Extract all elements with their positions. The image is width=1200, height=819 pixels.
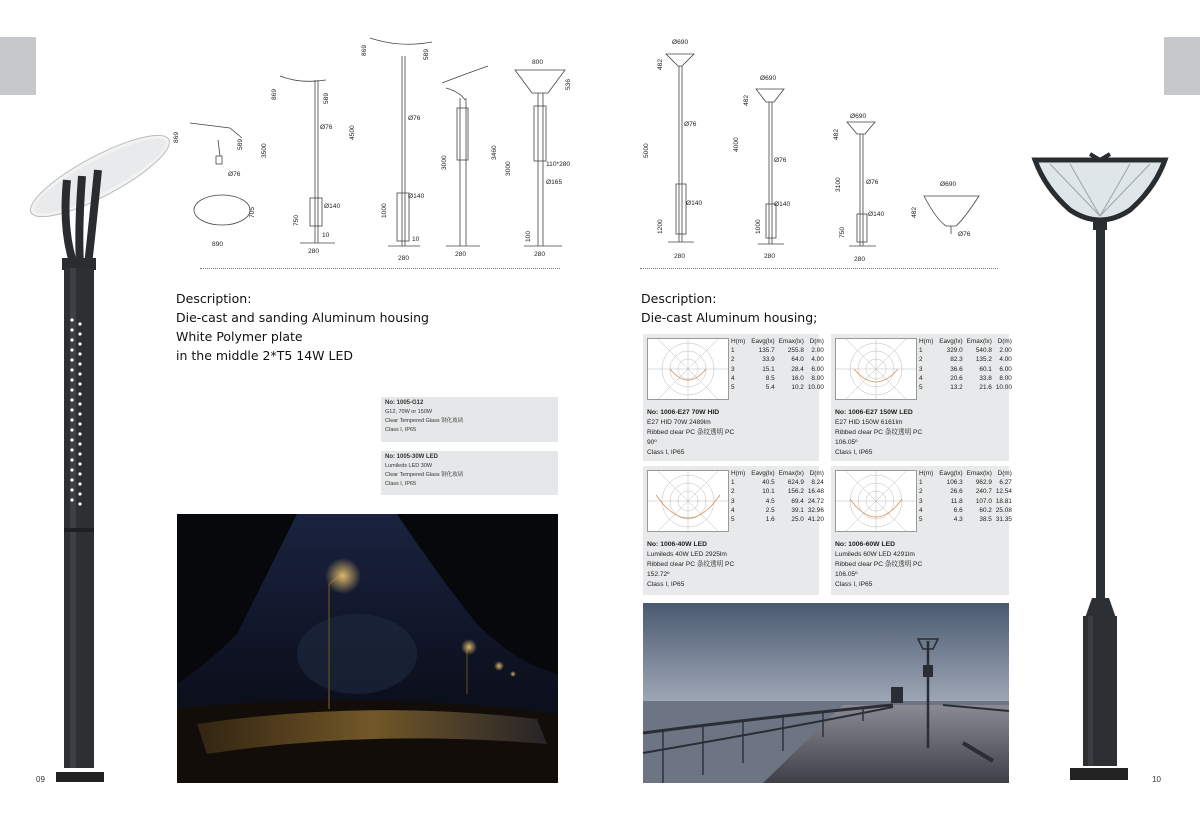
table-cell: 16.48 [807,488,824,496]
table-cell: 39.1 [791,506,804,514]
table-header: Emax(lx) [778,470,804,477]
dim-label: 10 [322,232,330,239]
table-cell: 40.5 [762,479,775,487]
table-cell: 4.00 [811,356,824,364]
dim-label: 3500 [261,143,268,158]
table-cell: 16.0 [791,374,804,382]
right-divider [640,268,998,269]
dim-label: Ø690 [850,113,867,120]
photometric-table [917,469,1014,524]
model-number: No: 1006-E27 150W LED [835,409,913,416]
spec-line: 106.05º [835,439,858,446]
table-header: Eavg(lx) [751,338,775,345]
dim-label: 280 [308,248,320,255]
spec-line: Class I, IP65 [385,481,417,487]
table-header: H(m) [731,470,746,477]
table-cell: 6.00 [811,365,824,373]
dim-label: 536 [565,78,572,90]
spec-line: Ribbed clear PC 条纹透明 PC [647,429,735,436]
dim-label: 3100 [835,177,842,192]
table-cell: 4 [919,374,923,382]
dim-label: 280 [764,253,776,260]
dim-label: 869 [173,131,180,143]
table-cell: 6.27 [999,479,1012,487]
table-cell: 255.8 [787,347,804,355]
table-cell: 5 [919,516,923,524]
table-cell: 10.00 [995,384,1012,392]
spec-model: No: 1005-30W LED [385,454,439,460]
polar-diagram [647,470,729,532]
table-cell: 8.24 [811,479,824,487]
table-cell: 329.0 [946,347,963,355]
left-garden-lamp-product [22,140,182,790]
dim-label: Ø76 [684,121,697,128]
polar-diagram [835,470,917,532]
dim-label: 100 [525,230,532,242]
table-header: H(m) [731,338,746,345]
dim-label: 482 [743,94,750,106]
pier-at-dusk-photo [643,603,1009,783]
spec-line: G12, 70W or 150W [385,409,433,415]
model-number: No: 1006-40W LED [647,541,708,548]
description-line: Die-cast and sanding Aluminum housing [176,310,429,325]
photometric-description [647,408,734,458]
spec-line: Lumileds LED 30W [385,463,433,469]
table-header: Emax(lx) [966,470,992,477]
table-cell: 3 [731,365,735,373]
table-cell: 38.5 [979,516,992,524]
table-cell: 2 [731,356,735,364]
table-cell: 25.08 [995,506,1012,514]
table-cell: 64.0 [791,356,804,364]
photometric-table [729,469,826,524]
table-cell: 1.6 [765,516,775,524]
table-cell: 26.6 [950,488,963,496]
table-cell: 10.00 [807,384,824,392]
photometric-card [831,334,1012,461]
table-cell: 28.4 [791,365,804,373]
spec-line: Ribbed clear PC 条纹透明 PC [835,561,923,568]
table-header: Eavg(lx) [939,338,963,345]
table-cell: 41.20 [807,516,824,524]
table-cell: 4 [919,506,923,514]
model-number: No: 1006-60W LED [835,541,896,548]
dim-label: 10 [412,236,420,243]
dim-label: 890 [212,241,224,248]
table-cell: 6.00 [999,365,1012,373]
table-cell: 2.00 [811,347,824,355]
dim-label: 750 [839,226,846,238]
dim-label: 589 [423,48,430,60]
description-line: in the middle 2*T5 14W LED [176,348,354,363]
table-cell: 15.1 [762,365,775,373]
spec-line: Ribbed clear PC 条纹透明 PC [835,429,923,436]
table-header: Eavg(lx) [751,470,775,477]
dim-label: Ø690 [672,39,689,46]
left-divider [200,268,560,269]
dim-label: 800 [532,59,544,66]
table-header: H(m) [919,470,934,477]
table-cell: 106.3 [946,479,963,487]
table-cell: 1 [731,479,735,487]
table-cell: 3 [919,497,923,505]
table-cell: 4 [731,506,735,514]
spec-card [381,451,558,495]
dim-label: Ø140 [686,200,703,207]
table-header: Emax(lx) [778,338,804,345]
table-header: D(m) [997,470,1012,477]
dim-label: Ø140 [868,211,885,218]
table-cell: 2 [731,488,735,496]
spec-line: Class I, IP65 [385,427,417,433]
dim-label: Ø690 [940,181,957,188]
table-cell: 20.6 [950,374,963,382]
dim-label: 1200 [657,219,664,234]
dim-label: Ø76 [866,179,879,186]
table-cell: 1 [919,347,923,355]
dim-label: Ø76 [958,231,971,238]
table-cell: 69.4 [791,497,804,505]
spec-line: Lumileds 60W LED 4291lm [835,551,915,558]
table-cell: 60.1 [979,365,992,373]
dim-label: 1000 [381,203,388,218]
right-technical-drawings [634,34,1004,266]
spec-line: Class I, IP65 [835,581,873,588]
dim-label: 5000 [643,143,650,158]
spec-line: Clear Tempered Glass 钢化玻璃 [385,418,464,424]
table-cell: 21.6 [979,384,992,392]
spec-line: Lumileds 40W LED 2925lm [647,551,727,558]
dim-label: 482 [657,58,664,70]
table-cell: 6.6 [953,506,963,514]
dim-label: 280 [455,251,467,258]
dim-label: Ø140 [774,201,791,208]
polar-diagram [835,338,917,400]
dim-label: Ø165 [546,179,563,186]
right-garden-lamp-product [1030,148,1170,788]
photometric-description [647,540,734,590]
table-header: Emax(lx) [966,338,992,345]
table-cell: 962.9 [975,479,992,487]
table-cell: 25.0 [791,516,804,524]
description-heading: Description: [176,291,252,306]
dim-label: Ø140 [324,203,341,210]
dim-label: Ø140 [408,193,425,200]
polar-diagram [647,338,729,400]
table-cell: 4.5 [765,497,775,505]
right-description [641,289,921,327]
dim-label: 3000 [505,161,512,176]
photometric-description [835,540,922,590]
dim-label: 280 [398,255,410,262]
table-cell: 4.3 [953,516,963,524]
dim-label: 280 [854,256,866,263]
table-cell: 107.0 [975,497,992,505]
table-header: Eavg(lx) [939,470,963,477]
table-cell: 11.8 [950,497,963,505]
table-cell: 13.2 [950,384,963,392]
spec-line: E27 HID 70W 2489lm [647,419,711,426]
dim-label: 280 [674,253,686,260]
table-cell: 10.2 [791,384,804,392]
spec-line: 152.72º [647,571,670,578]
table-cell: 5 [731,516,735,524]
photometric-card [831,466,1012,595]
table-cell: 2.00 [999,347,1012,355]
dim-label: 280 [534,251,546,258]
dim-label: 482 [833,128,840,140]
spec-model: No: 1005-G12 [385,400,424,406]
table-header: H(m) [919,338,934,345]
photometric-table [917,337,1014,392]
dim-label: 589 [323,92,330,104]
right-page-tab [1164,37,1200,95]
table-cell: 33.8 [979,374,992,382]
spec-line: Class I, IP65 [835,449,873,456]
description-heading: Description: [641,291,717,306]
table-cell: 5 [731,384,735,392]
night-park-lamps-photo [177,514,558,783]
dim-label: Ø76 [408,115,421,122]
dim-label: 869 [361,44,368,56]
table-cell: 82.3 [950,356,963,364]
spec-line: Clear Tempered Glass 钢化玻璃 [385,472,464,478]
table-cell: 31.35 [995,516,1012,524]
table-cell: 33.9 [762,356,775,364]
dim-label: Ø76 [320,124,333,131]
dim-label: 589 [237,138,244,150]
table-cell: 540.8 [975,347,992,355]
table-cell: 2 [919,356,923,364]
dim-label: Ø76 [774,157,787,164]
left-technical-drawings [170,28,570,268]
table-cell: 18.81 [995,497,1012,505]
right-page-number: 10 [1152,775,1161,784]
photometric-card [643,334,824,461]
table-cell: 8.5 [765,374,775,382]
dim-label: 482 [911,206,918,218]
description-line: Die-cast Aluminum housing; [641,310,818,325]
table-cell: 8.00 [811,374,824,382]
table-cell: 3 [919,365,923,373]
spec-line: E27 HID 150W 6161lm [835,419,903,426]
table-cell: 624.9 [787,479,804,487]
table-cell: 5 [919,384,923,392]
dim-label: 110*280 [546,161,571,168]
photometric-table [729,337,826,392]
left-description [176,289,456,365]
left-page-number: 09 [36,775,45,784]
dim-label: 4500 [349,125,356,140]
dim-label: 1000 [755,219,762,234]
dim-label: 750 [293,214,300,226]
description-line: White Polymer plate [176,329,303,344]
dim-label: 869 [271,88,278,100]
table-cell: 3 [731,497,735,505]
model-number: No: 1006-E27 70W HID [647,409,720,416]
dim-label: 705 [249,206,256,218]
table-cell: 156.2 [787,488,804,496]
photometric-description [835,408,922,458]
spec-line: 106.05º [835,571,858,578]
table-cell: 1 [731,347,735,355]
dim-label: 3460 [491,145,498,160]
spec-line: Ribbed clear PC 条纹透明 PC [647,561,735,568]
table-cell: 1 [919,479,923,487]
dim-label: Ø690 [760,75,777,82]
table-cell: 12.54 [995,488,1012,496]
left-page-tab [0,37,36,95]
table-cell: 24.72 [807,497,824,505]
table-header: D(m) [809,338,824,345]
table-cell: 2.5 [765,506,775,514]
spec-line: Class I, IP65 [647,449,685,456]
table-header: D(m) [997,338,1012,345]
table-cell: 36.6 [950,365,963,373]
table-cell: 8.00 [999,374,1012,382]
table-cell: 60.2 [979,506,992,514]
table-cell: 4 [731,374,735,382]
table-cell: 10.1 [762,488,775,496]
table-header: D(m) [809,470,824,477]
table-cell: 240.7 [975,488,992,496]
table-cell: 135.7 [758,347,775,355]
table-cell: 32.96 [807,506,824,514]
table-cell: 135.2 [975,356,992,364]
photometric-card [643,466,824,595]
table-cell: 2 [919,488,923,496]
spec-card [381,397,558,442]
spec-line: 90º [647,439,657,446]
spec-line: Class I, IP65 [647,581,685,588]
dim-label: 3000 [441,155,448,170]
table-cell: 5.4 [765,384,775,392]
dim-label: 4000 [733,137,740,152]
dim-label: Ø76 [228,171,241,178]
table-cell: 4.00 [999,356,1012,364]
